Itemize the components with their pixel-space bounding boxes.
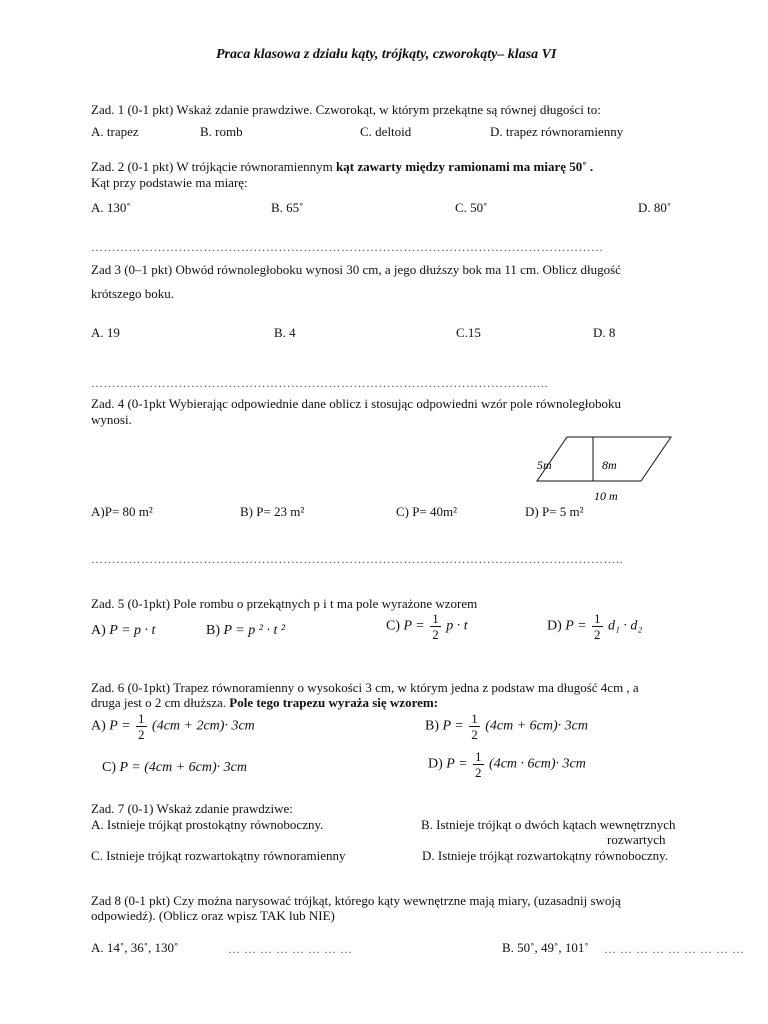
q6-option-a-fraction [136,712,147,741]
q5-option-d-rhs: d₁ · d₂ [608,618,643,634]
fraction-denominator: 2 [475,765,482,780]
parallelogram-figure [530,430,680,510]
question-6-line2 [91,696,438,711]
q7-option-d: D. Istnieje trójkąt rozwartokątny równoboczny. [422,848,669,863]
question-7-text: Zad. 7 (0-1) Wskaż zdanie prawdziwe: [91,801,293,816]
q6-option-d [428,750,586,779]
q6-option-a [91,712,255,741]
q8-option-a: A. 14˚, 36˚, 130˚ [91,940,179,955]
question-8-line2: odpowiedź). (Oblicz oraz wpisz TAK lub NIE) [91,908,335,923]
question-8-text: Zad 8 (0-1 pkt) Czy można narysować trójkąt, którego kąty wewnętrzne mają miary, (uzasadnij swoją [91,893,621,908]
question-1-text: Zad. 1 (0-1 pkt) Wskaż zdanie prawdziwe. Czworokąt, w którym przekątne są równej długości to: [91,102,601,117]
q1-option-b: B. romb [200,124,243,139]
q3-option-c: C.15 [456,325,481,340]
q5-option-b [206,623,285,639]
question-2-line2: Kąt przy podstawie ma miarę: [91,175,248,190]
question-5-text: Zad. 5 (0-1pkt) Pole rombu o przekątnych p i t ma pole wyrażone wzorem [91,596,478,611]
q1-option-c: C. deltoid [360,124,412,139]
figure-base-label: 10 m [594,489,618,503]
q2-answer-dots: …………………………………………………………………………………………………………… [91,240,604,254]
q6-option-d-fraction [473,750,484,779]
q6-option-d-label: D) [428,756,443,772]
fraction-denominator: 2 [138,727,145,742]
fraction-numerator: 1 [475,749,482,764]
q4-option-c: C) P= 40m² [396,504,458,519]
question-2-text [91,160,593,175]
q6-option-b-label: B) [425,718,439,734]
q5-option-a-formula: P = p · t [109,623,156,638]
q3-option-a: A. 19 [91,325,120,340]
q5-option-b-label: B) [206,623,220,638]
q4-option-b: B) P= 23 m² [240,504,305,519]
question-4-text: Zad. 4 (0-1pkt Wybierając odpowiednie dane oblicz i stosując odpowiedni wzór pole równoległoboku [91,396,622,411]
q5-option-a [91,623,155,639]
fraction-denominator: 2 [594,627,601,642]
question-6-line2-plain: druga jest o 2 cm dłuższa. [91,695,230,710]
q7-option-b-continued: rozwartych [607,832,666,847]
question-2-text-bold: kąt zawarty między ramionami ma miarę 50˚ . [336,159,594,174]
q6-option-a-rhs: (4cm + 2cm)· 3cm [152,718,255,734]
q5-option-c-lhs: P = [403,618,425,634]
q3-option-b: B. 4 [274,325,296,340]
q4-answer-dots: ……………………………………………………………………………………………………………….. [91,552,623,566]
q5-option-d-fraction [592,612,603,641]
q6-option-d-rhs: (4cm · 6cm)· 3cm [489,756,586,772]
figure-side-label: 5m [537,458,552,472]
q5-option-b-formula: P = p ² · t ² [223,623,286,638]
fraction-denominator: 2 [432,627,439,642]
q8-option-a-dots: … … … … … … … … [228,942,353,956]
q4-option-d: D) P= 5 m² [525,504,584,519]
q6-option-c-formula: P = (4cm + 6cm)· 3cm [119,760,247,775]
q1-option-a: A. trapez [91,124,139,139]
q2-option-b: B. 65˚ [271,200,304,215]
q7-option-c: C. Istnieje trójkąt rozwartokątny równoramienny [91,848,346,863]
q6-option-c-label: C) [102,760,116,775]
fraction-numerator: 1 [471,711,478,726]
q5-option-c [386,612,468,641]
q2-option-d: D. 80˚ [638,200,672,215]
q6-option-c [102,760,247,776]
fraction-numerator: 1 [594,611,601,626]
question-6-text: Zad. 6 (0-1pkt) Trapez równoramienny o wysokości 3 cm, w którym jedna z podstaw ma długość 4cm , a [91,680,639,695]
q3-option-d: D. 8 [593,325,616,340]
q5-option-d-label: D) [547,618,562,634]
question-6-line2-bold: Pole tego trapezu wyraża się wzorem: [229,695,439,710]
question-4-line2: wynosi. [91,412,132,427]
q5-option-c-fraction [430,612,441,641]
figure-height-label: 8m [602,458,617,472]
q7-option-b: B. Istnieje trójkąt o dwóch kątach wewnętrznych [421,817,676,832]
question-2-text-plain: Zad. 2 (0-1 pkt) W trójkącie równoramiennym [91,159,337,174]
q1-option-d: D. trapez równoramienny [490,124,624,139]
q5-option-a-label: A) [91,623,106,638]
q6-option-b-lhs: P = [442,718,464,734]
q5-option-d [547,612,642,641]
fraction-numerator: 1 [138,711,145,726]
q6-option-b-fraction [469,712,480,741]
q6-option-d-lhs: P = [446,756,468,772]
question-3-text: Zad 3 (0–1 pkt) Obwód równoległoboku wynosi 30 cm, a jego dłuższy bok ma 11 cm. Oblicz długość [91,262,621,277]
q4-option-a: A)P= 80 m² [91,504,153,519]
question-3-line2: krótszego boku. [91,286,175,301]
q5-option-c-label: C) [386,618,400,634]
q6-option-a-lhs: P = [109,718,131,734]
q8-option-b: B. 50˚, 49˚, 101˚ [502,940,589,955]
q3-answer-dots: ……………………………………………………………………………………………….. [91,376,548,390]
q2-option-c: C. 50˚ [455,200,488,215]
q5-option-d-lhs: P = [565,618,587,634]
fraction-denominator: 2 [471,727,478,742]
q8-option-b-dots: … … … … … … … … … [604,942,745,956]
fraction-numerator: 1 [432,611,439,626]
q6-option-b [425,712,588,741]
page-title: Praca klasowa z działu kąty, trójkąty, czworokąty– klasa VI [216,47,557,62]
q5-option-c-rhs: p · t [446,618,468,634]
q2-option-a: A. 130˚ [91,200,131,215]
q6-option-a-label: A) [91,718,106,734]
q6-option-b-rhs: (4cm + 6cm)· 3cm [485,718,588,734]
q7-option-a: A. Istnieje trójkąt prostokątny równoboczny. [91,817,324,832]
